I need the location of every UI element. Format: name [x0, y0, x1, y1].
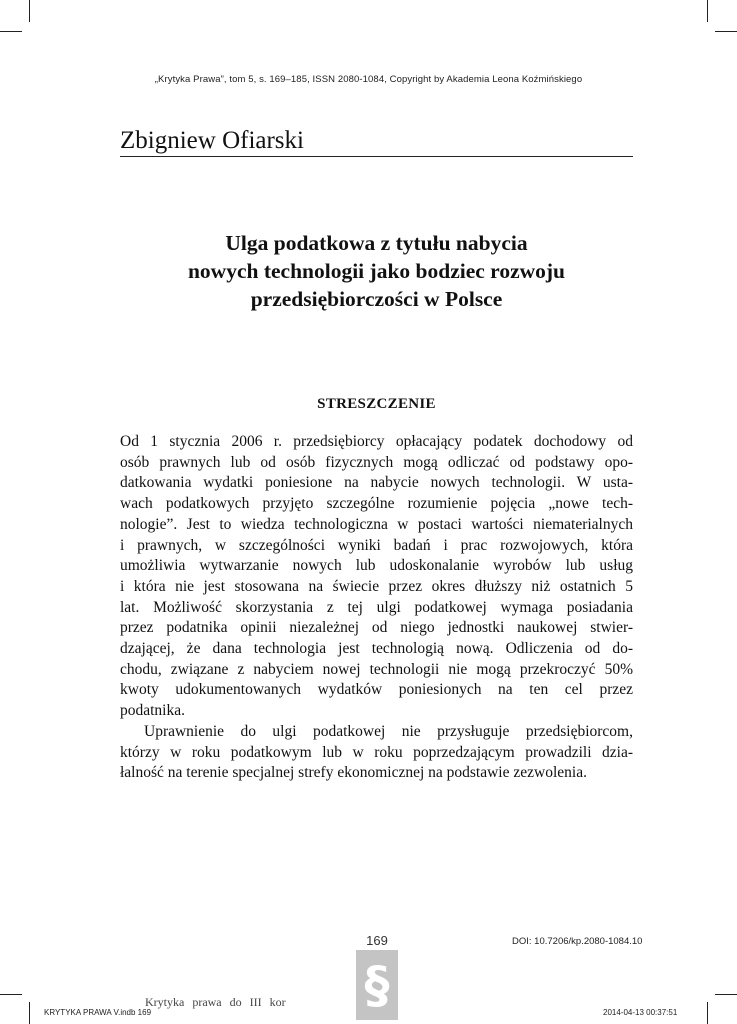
abstract-line: lat. Możliwość skorzystania z tej ulgi podatkowej wymaga posiadania — [120, 598, 633, 616]
abstract-line: podatnika. — [120, 702, 185, 720]
title-line: przedsiębiorczości w Polsce — [250, 287, 503, 311]
article-title — [120, 229, 633, 313]
section-mark-logo: § — [356, 950, 398, 1020]
page-number: 169 — [366, 933, 388, 948]
abstract-line: wach podatkowych przyjęto szczególne rozumienie pojęcia „nowe tech- — [120, 495, 633, 513]
crop-mark-top-left-vertical — [29, 0, 30, 22]
print-slug-timestamp: 2014-04-13 00:37:51 — [603, 1008, 678, 1017]
abstract-line: dzającej, że dana technologia jest technologią nową. Odliczenia od do- — [120, 640, 633, 658]
abstract-line: przez podatnika opinii niezależnej od niego jednostki naukowej stwier- — [120, 619, 633, 637]
abstract-line: nologie”. Jest to wiedza technologiczna w postaci wartości niematerialnych — [120, 515, 633, 533]
abstract-line: i prawnych, w szczególności wyniki badań i prac rozwojowych, która — [120, 536, 633, 554]
abstract-line: chodu, związane z nabyciem nowej technologii nie mogą przekroczyć 50% — [120, 660, 633, 678]
print-slug-file: KRYTYKA PRAWA V.indb 169 — [44, 1008, 152, 1017]
abstract-line: łalność na terenie specjalnej strefy ekonomicznej na podstawie zezwolenia. — [120, 764, 587, 782]
crop-mark-bottom-left-horizontal — [0, 994, 22, 995]
abstract-line: umożliwia wytwarzanie nowych lub udoskonalanie wyrobów lub usług — [120, 557, 633, 575]
running-head: „Krytyka Prawa”, tom 5, s. 169–185, ISSN 2080-1084, Copyright by Akademia Leona Koźmińskiego — [154, 74, 583, 85]
abstract-line: kwoty udokumentowanych wydatków poniesionych na ten cel przez — [120, 681, 633, 699]
abstract-line: osób prawnych lub od osób fizycznych mogą odliczać od podstawy opo- — [120, 453, 633, 471]
title-line: Ulga podatkowa z tytułu nabycia — [225, 231, 528, 255]
doi-label: DOI: 10.7206/kp.2080-1084.10 — [512, 936, 643, 947]
abstract-line: Od 1 stycznia 2006 r. przedsiębiorcy opłacający podatek dochodowy od — [120, 433, 633, 450]
crop-mark-top-left-horizontal — [0, 31, 22, 32]
abstract-line: datkowania wydatki poniesione na nabycie nowych technologii. W usta- — [120, 474, 633, 492]
abstract-line: i która nie jest stosowana na świecie przez okres dłuższy niż ostatnich 5 — [120, 577, 633, 595]
crop-mark-bottom-right-horizontal — [715, 994, 737, 995]
abstract-line: Uprawnienie do ulgi podatkowej nie przysługuje przedsiębiorcom, — [144, 722, 633, 740]
print-slug-center: Krytyka prawa do III kor — [145, 995, 286, 1009]
author-divider — [120, 156, 633, 157]
crop-mark-top-right-horizontal — [715, 31, 737, 32]
abstract-line: którzy w roku podatkowym lub w roku poprzedzającym prowadzili dzia- — [120, 743, 633, 761]
crop-mark-top-right-vertical — [707, 0, 708, 22]
title-line: nowych technologii jako bodziec rozwoju — [187, 259, 566, 283]
abstract-heading: STRESZCZENIE — [317, 396, 436, 412]
abstract-body — [120, 432, 633, 784]
crop-mark-bottom-right-vertical — [707, 1002, 708, 1024]
author-name: Zbigniew Ofiarski — [120, 127, 304, 154]
crop-mark-bottom-left-vertical — [29, 1002, 30, 1024]
